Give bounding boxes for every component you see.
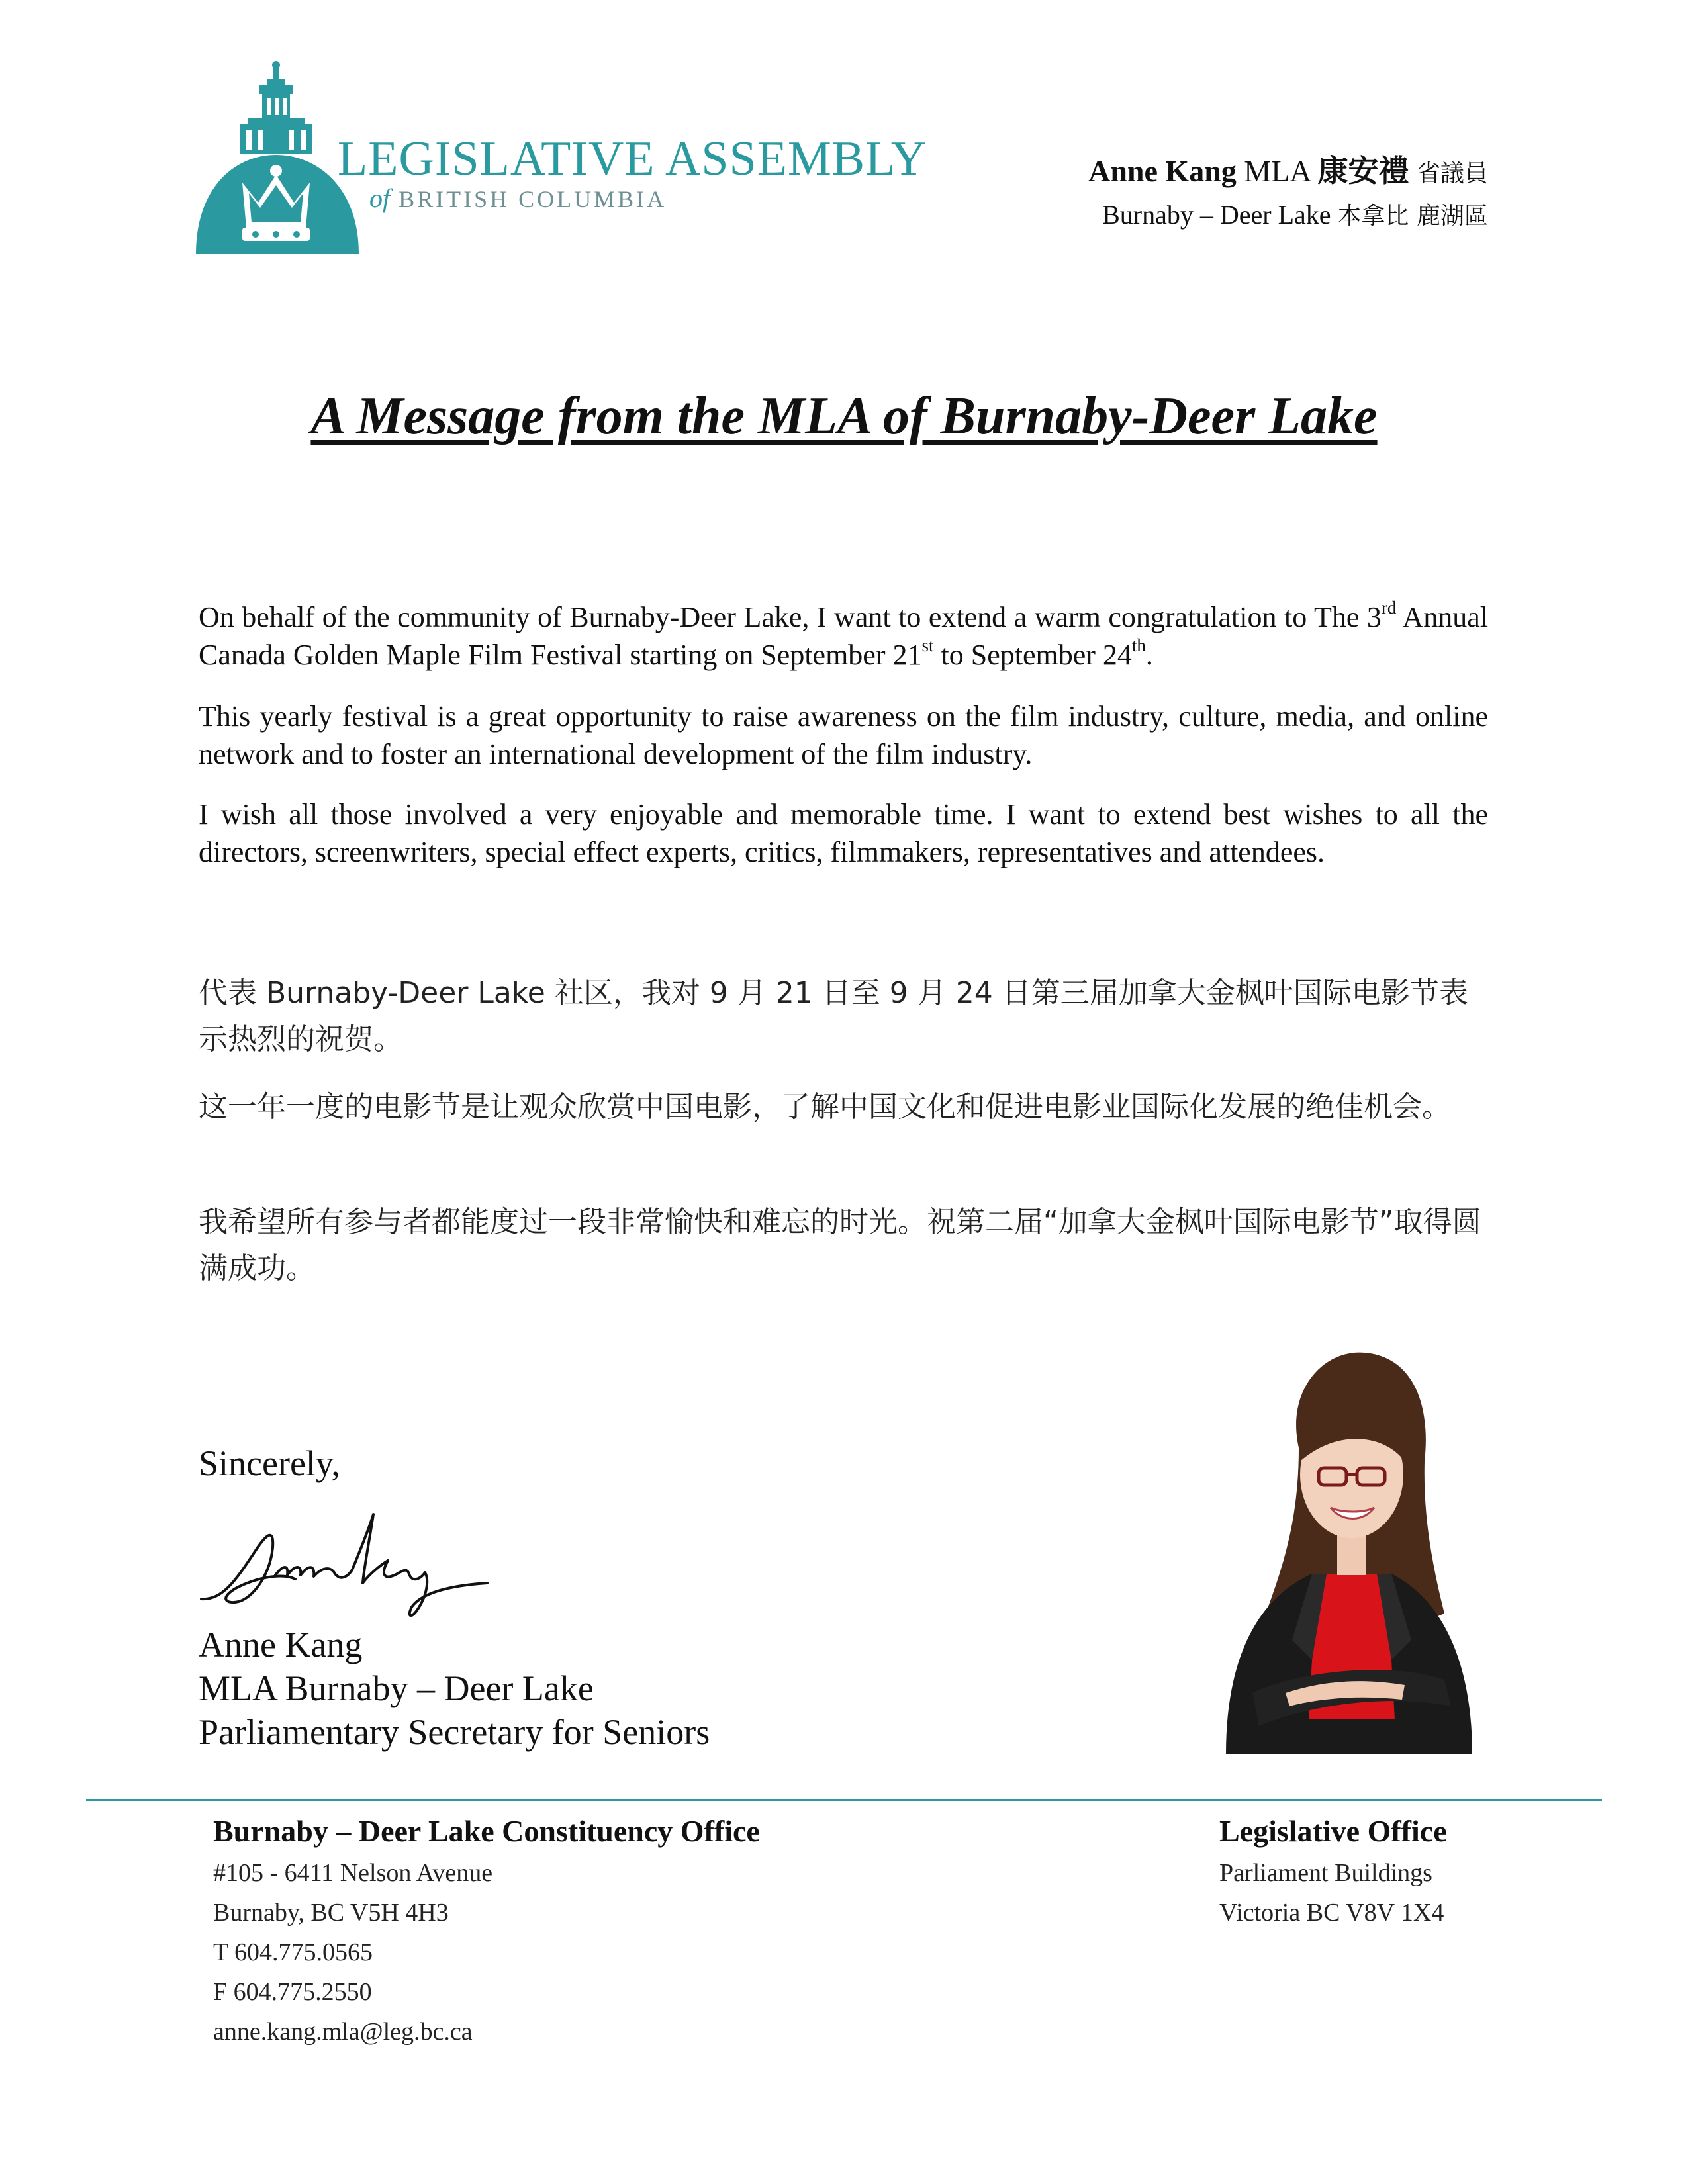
signer-name: Anne Kang [199,1625,363,1664]
riding-name-zh: 本拿比 鹿湖區 [1337,203,1488,230]
english-paragraph-1 [199,598,1488,674]
assembly-province: BRITISH COLUMBIA [399,186,667,212]
page-title: A Message from the MLA of Burnaby-Deer Lake [310,387,1378,445]
p1-text-a: On behalf of the community of Burnaby-Deer Lake, I want to extend a warm congratulation to The 3 [199,601,1382,633]
mla-name: Anne Kang [1088,154,1237,188]
mla-abbr: MLA [1244,154,1310,188]
legislative-address-2: Victoria BC V8V 1X4 [1219,1899,1444,1927]
english-paragraph-2: This yearly festival is a great opportunity to raise awareness on the film industry, culture, media, and online network and to foster an international development of the film industry. [199,700,1488,770]
portrait-photo-icon [1213,1349,1485,1754]
constituency-email: anne.kang.mla@leg.bc.ca [213,2018,473,2046]
assembly-subtitle [369,183,667,214]
mla-name-line [1088,147,1488,191]
p1-text-b: Annual Canada Golden Maple Film Festival starting on September 21 [199,601,1488,671]
chinese-paragraph-2: 这一年一度的电影节是让观众欣赏中国电影，了解中国文化和促进电影业国际化发展的绝佳机会。 [199,1090,1451,1124]
p1-text-d: . [1145,639,1153,671]
p1-sup-st: st [921,635,934,656]
english-paragraph-3: I wish all those involved a very enjoyable and memorable time. I want to extend best wishes to all the directors, screenwriters, special effect experts, critics, filmmakers, representatives and attendees. [199,798,1488,868]
constituency-address-1: #105 - 6411 Nelson Avenue [213,1859,493,1887]
mla-name-zh: 康安禮 [1317,153,1409,189]
salutation: Sincerely, [199,1443,340,1483]
constituency-address-2: Burnaby, BC V5H 4H3 [213,1899,449,1927]
constituency-office-heading: Burnaby – Deer Lake Constituency Office [213,1814,760,1848]
assembly-of: of [369,183,391,213]
assembly-name: LEGISLATIVE ASSEMBLY [338,132,927,186]
p1-text-c: to September 24 [933,639,1132,671]
legislative-office-heading: Legislative Office [1219,1814,1447,1848]
chinese-paragraph-1: 代表 Burnaby-Deer Lake 社区，我对 9 月 21 日至 9 月 24 日第三届加拿大金枫叶国际电影节表示热烈的祝贺。 [199,976,1468,1056]
constituency-phone: T 604.775.0565 [213,1938,373,1966]
legislature-dome-emblem-icon [196,61,359,254]
riding-name: Burnaby – Deer Lake [1102,200,1331,230]
legislative-address-1: Parliament Buildings [1219,1859,1432,1887]
mla-title-zh: 省議員 [1416,160,1488,187]
p1-sup-th: th [1131,635,1146,656]
signer-title: MLA Burnaby – Deer Lake [199,1668,594,1708]
constituency-fax: F 604.775.2550 [213,1978,372,2006]
footer-divider [86,1799,1602,1801]
chinese-paragraph-3: 我希望所有参与者都能度过一段非常愉快和难忘的时光。祝第二届“加拿大金枫叶国际电影节”取得圆满成功。 [199,1205,1481,1285]
riding-line [1102,197,1488,231]
signer-role: Parliamentary Secretary for Seniors [199,1712,710,1752]
p1-sup-rd: rd [1381,598,1397,618]
signature-icon [196,1501,500,1627]
